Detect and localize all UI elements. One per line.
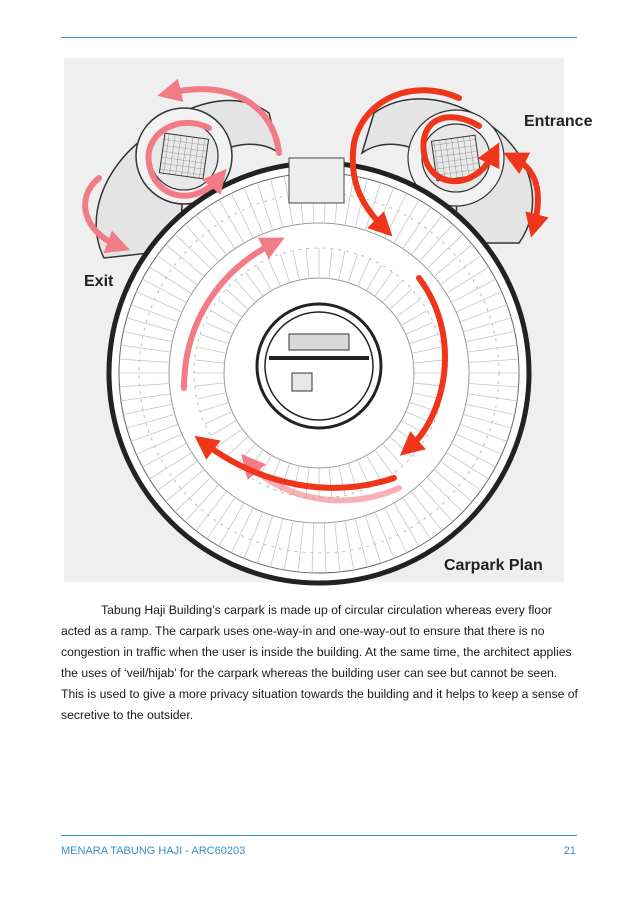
exit-label: Exit (84, 273, 114, 290)
footer-rule (61, 835, 577, 836)
body-paragraph: Tabung Haji Building’s carpark is made up of circular circulation whereas every floor acted as a ramp. The carpark uses one-way-in and one-way-out to ensure that there is no congestion in traffic when the user is inside the building. At the same time, the architect applies the uses of ‘veil/hijab’ for the carpark whereas the building user can see but cannot be seen. This is used to give a more privacy situation towards the building and it helps to keep a sense of secretive to the outsider. (61, 603, 578, 722)
entrance-label: Entrance (524, 113, 593, 130)
body-text (61, 600, 581, 726)
plan-title-label: Carpark Plan (444, 557, 543, 574)
carpark-plan-drawing (64, 58, 593, 582)
gate-block (289, 158, 344, 203)
central-core (257, 304, 381, 428)
carpark-plan-figure (64, 58, 593, 582)
footer-course-label: MENARA TABUNG HAJI - ARC60203 (61, 845, 246, 857)
page-number: 21 (563, 845, 576, 857)
header-rule (61, 37, 577, 38)
